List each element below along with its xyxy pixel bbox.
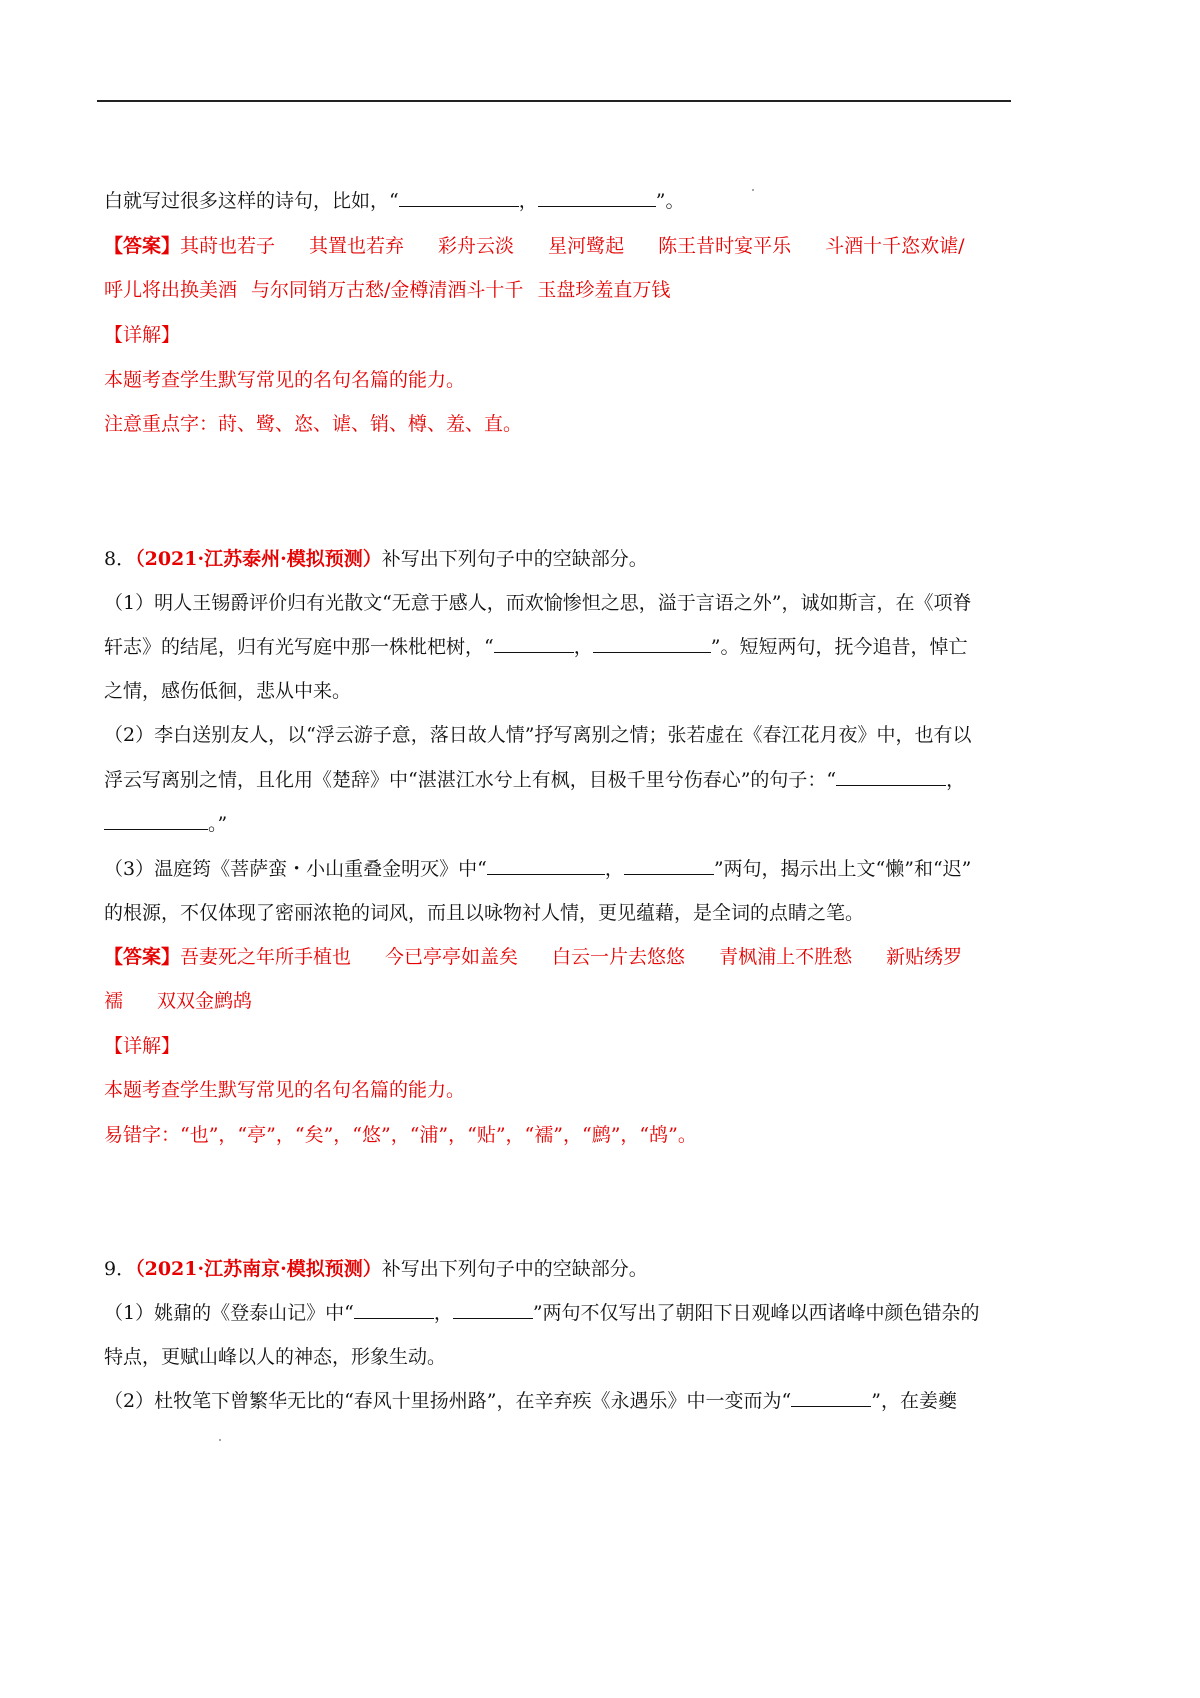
question-number: 9．: [104, 1258, 136, 1280]
speck-mark: [219, 1439, 221, 1441]
q8-part2-line2: 浮云写离别之情，且化用《楚辞》中“湛湛江水兮上有枫，目极千里兮伤春心”的句子：“ ，: [104, 769, 966, 791]
q8-part2-line1: （2）李白送别友人，以“浮云游子意，落日故人情”抒写离别之情；张若虚在《春江花月夜》中，也有以: [104, 724, 972, 746]
answer-blank: [487, 856, 605, 875]
q7-detail-label: 【详解】: [104, 324, 181, 346]
answer-label: 【答案】: [104, 235, 181, 257]
answer-blank: [104, 811, 208, 830]
header-rule: [97, 100, 1011, 102]
q8-detail-2: 易错字：“也”，“亭”，“矣”，“悠”，“浦”，“贴”，“襦”，“鹧”，“鸪”。: [104, 1124, 697, 1146]
answer-blank: [354, 1300, 434, 1319]
question-source: （2021·江苏泰州·模拟预测）: [135, 548, 382, 570]
q8-part1-line2: 轩志》的结尾，归有光写庭中那一株枇杷树，“ ， ”。短短两句，抚今追昔，悼亡: [104, 636, 968, 658]
q8-part1-line1: （1）明人王锡爵评价归有光散文“无意于感人，而欢愉惨怛之思，溢于言语之外”，诚如斯言，在《项脊: [104, 592, 972, 614]
answer-blank: [624, 856, 714, 875]
q9-part2-line1: （2）杜牧笔下曾繁华无比的“春风十里扬州路”，在辛弃疾《永遇乐》中一变而为“ ”，在姜夔: [104, 1390, 957, 1412]
q7-answer-line-1: 【答案】其莳也若子 其置也若弃 彩舟云淡 星河鹭起 陈王昔时宴平乐 斗酒十千恣欢谑/: [104, 235, 965, 257]
q8-answer-line-2: 襦 双双金鹧鸪: [104, 990, 253, 1012]
q8-detail-1: 本题考查学生默写常见的名句名篇的能力。: [104, 1079, 466, 1101]
q8-part3-line1: （3）温庭筠《菩萨蛮・小山重叠金明灭》中“ ， ”两句，揭示出上文“懒”和“迟”: [104, 858, 972, 880]
question-instruction: 补写出下列句子中的空缺部分。: [381, 548, 648, 570]
q8-answer-line-1: 【答案】吾妻死之年所手植也 今已亭亭如盖矣 白云一片去悠悠 青枫浦上不胜愁 新贴绣罗: [104, 946, 963, 968]
q8-detail-label: 【详解】: [104, 1035, 181, 1057]
answer-blank: [399, 188, 519, 207]
q8-part2-line3: 。”: [104, 810, 1008, 838]
question-instruction: 补写出下列句子中的空缺部分。: [381, 1258, 648, 1280]
answer-blank: [593, 634, 711, 653]
answer-blank: [453, 1300, 533, 1319]
q9-part1-line1: （1）姚鼐的《登泰山记》中“ ， ”两句不仅写出了朝阳下日观峰以西诸峰中颜色错杂的: [104, 1302, 980, 1324]
q9-part1-line2: 特点，更赋山峰以人的神态，形象生动。: [104, 1346, 447, 1368]
question-source: （2021·江苏南京·模拟预测）: [135, 1258, 382, 1280]
q8-part1-line3: 之情，感伤低徊，悲从中来。: [104, 680, 352, 702]
q8-part3-line2: 的根源，不仅体现了密丽浓艳的词风，而且以咏物衬人情，更见蕴藉，是全词的点睛之笔。: [104, 902, 865, 924]
answer-blank: [791, 1388, 871, 1407]
q7-question-line: 白就写过很多这样的诗句，比如，“ ， ”。: [104, 190, 685, 212]
q8-header: [104, 545, 1008, 573]
answer-blank: [836, 767, 946, 786]
answer-blank: [538, 188, 656, 207]
q9-header: [104, 1255, 1008, 1283]
answer-label: 【答案】: [104, 946, 181, 968]
q7-detail-2: 注意重点字：莳、鹭、恣、谑、销、樽、羞、直。: [104, 413, 523, 435]
answer-blank: [494, 634, 574, 653]
q7-detail-1: 本题考查学生默写常见的名句名篇的能力。: [104, 369, 466, 391]
question-number: 8．: [104, 548, 136, 570]
q7-answer-line-2: 呼儿将出换美酒 与尔同销万古愁/金樽清酒斗十千 玉盘珍羞直万钱: [104, 279, 671, 301]
